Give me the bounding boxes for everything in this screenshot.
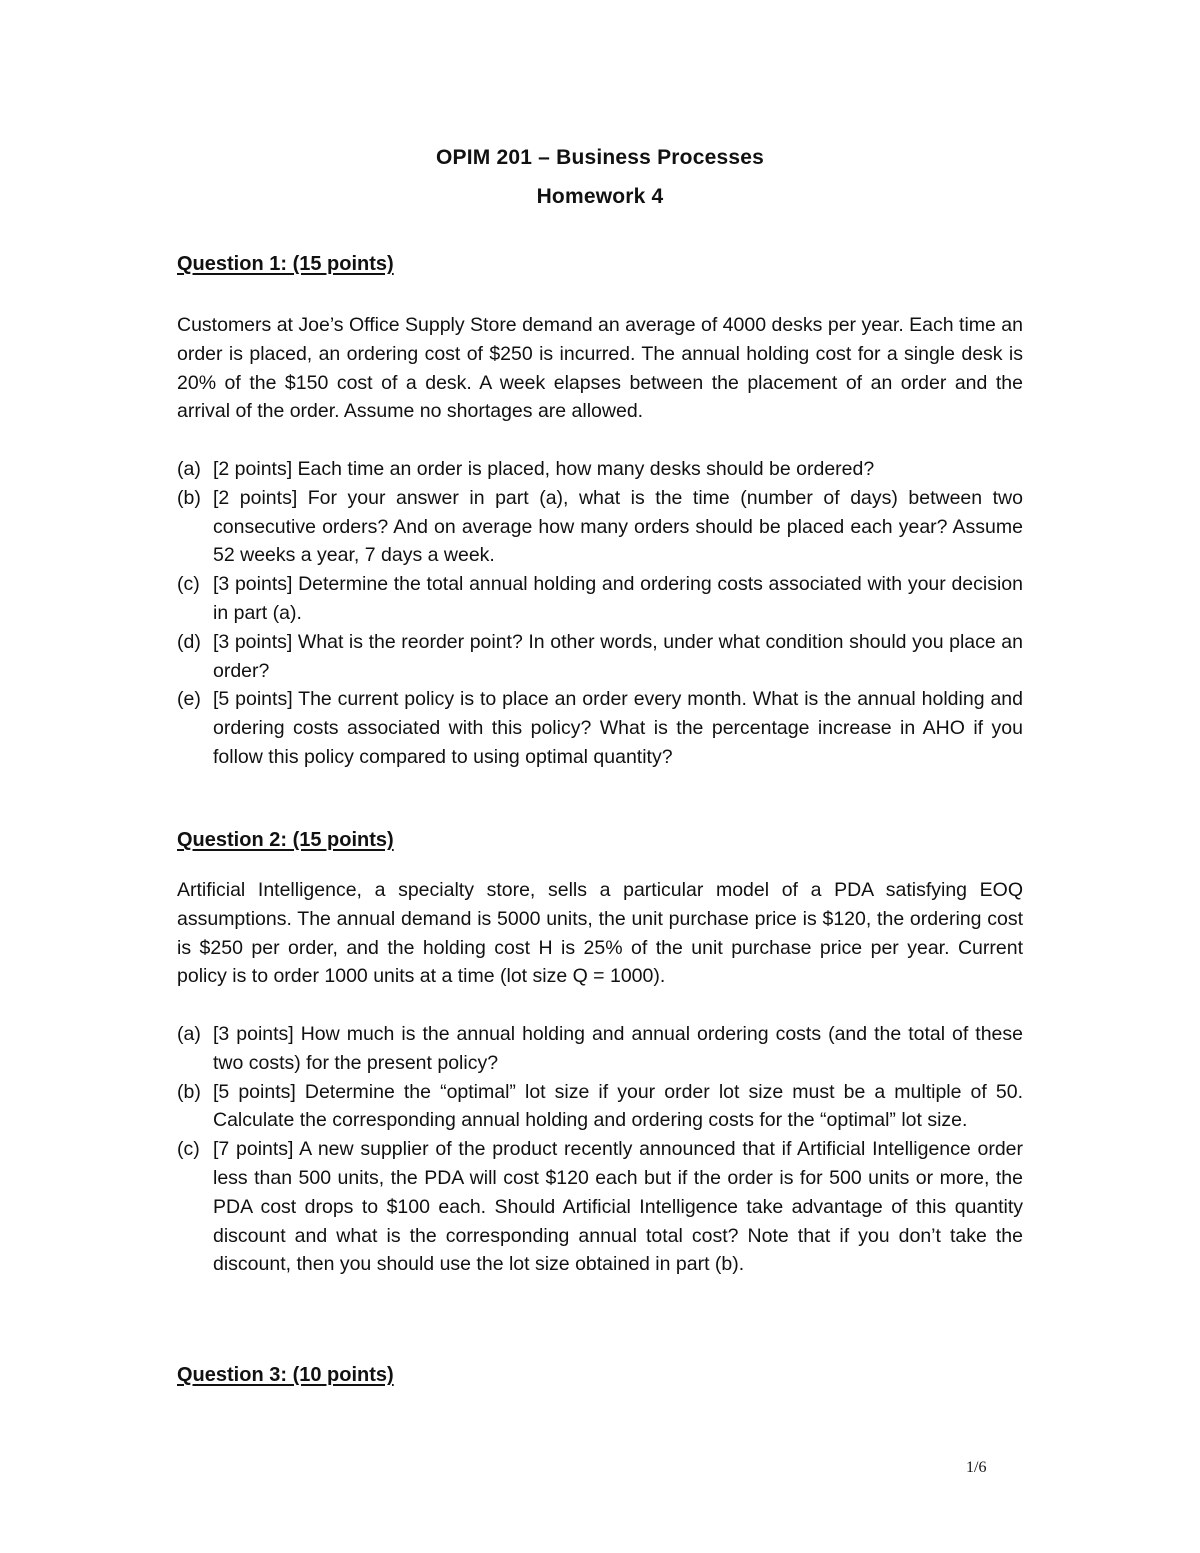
part-text: [3 points] Determine the total annual holding and ordering costs associated with your decision in part (a). xyxy=(213,573,1023,624)
assignment-title: Homework 4 xyxy=(536,185,664,208)
part-text: [3 points] How much is the annual holding and annual ordering costs (and the total of these two costs) for the present policy? xyxy=(213,1023,1023,1074)
question-2-parts xyxy=(177,1020,1023,1279)
part-label: (b) xyxy=(177,1080,201,1103)
question-1-heading: Question 1: (15 points) xyxy=(177,253,394,275)
question-2-heading: Question 2: (15 points) xyxy=(177,829,394,851)
page-number: 1/6 xyxy=(966,1459,987,1476)
question-3-heading: Question 3: (10 points) xyxy=(177,1364,394,1386)
question-1-part-e xyxy=(177,685,1023,771)
part-label: (e) xyxy=(177,688,201,711)
question-2-intro: Artificial Intelligence, a specialty store, sells a particular model of a PDA satisfying EOQ assumptions. The annual demand is 5000 units, the unit purchase price is $120, the ordering cost is $250 per order, and the holding cost H is 25% of the unit purchase price per year. Current policy is to order 1000 units at a time (lot size Q = 1000). xyxy=(177,879,1023,988)
question-1-part-a xyxy=(177,455,1023,484)
question-1-part-b xyxy=(177,484,1023,570)
question-2-part-c xyxy=(177,1135,1023,1279)
course-title: OPIM 201 – Business Processes xyxy=(436,146,764,169)
part-text: [5 points] Determine the “optimal” lot size if your order lot size must be a multiple of 50. Calculate the corresponding annual holding and ordering costs for the “optimal” lot size. xyxy=(213,1080,1023,1132)
part-label: (c) xyxy=(177,1138,200,1161)
question-2-part-b xyxy=(177,1078,1023,1136)
part-label: (a) xyxy=(177,458,201,480)
part-text: [2 points] For your answer in part (a), what is the time (number of days) between two consecutive orders? And on average how many orders should be placed each year? Assume 52 weeks a year, 7 days a week. xyxy=(213,486,1023,567)
part-text: [2 points] Each time an order is placed, how many desks should be ordered? xyxy=(213,458,875,480)
question-1-part-c xyxy=(177,570,1023,628)
part-label: (c) xyxy=(177,573,200,596)
part-text: [3 points] What is the reorder point? In other words, under what condition should you place an order? xyxy=(213,630,1023,682)
part-text: [7 points] A new supplier of the product recently announced that if Artificial Intelligence order less than 500 units, the PDA will cost $120 each but if the order is for 500 units or more, the PDA cost drops to $100 each. Should Artificial Intelligence take advantage of this quantity discount and what is the corresponding annual total cost? Note that if you don’t take the discount, then you should use the lot size obtained in part (b). xyxy=(213,1138,1023,1276)
part-label: (b) xyxy=(177,486,201,509)
question-2-part-a xyxy=(177,1020,1023,1078)
question-1-part-d xyxy=(177,628,1023,686)
part-label: (a) xyxy=(177,1023,201,1045)
question-1-parts xyxy=(177,455,1023,772)
part-label: (d) xyxy=(177,630,201,653)
part-text: [5 points] The current policy is to place an order every month. What is the annual holding and ordering costs associated with this policy? What is the percentage increase in AHO if you follow this policy compared to using optimal quantity? xyxy=(213,688,1023,768)
question-1-intro: Customers at Joe’s Office Supply Store demand an average of 4000 desks per year. Each time an order is placed, an ordering cost of $250 is incurred. The annual holding cost for a single desk is 20% of the $150 cost of a desk. A week elapses between the placement of an order and the arrival of the order. Assume no shortages are allowed. xyxy=(177,314,1023,423)
